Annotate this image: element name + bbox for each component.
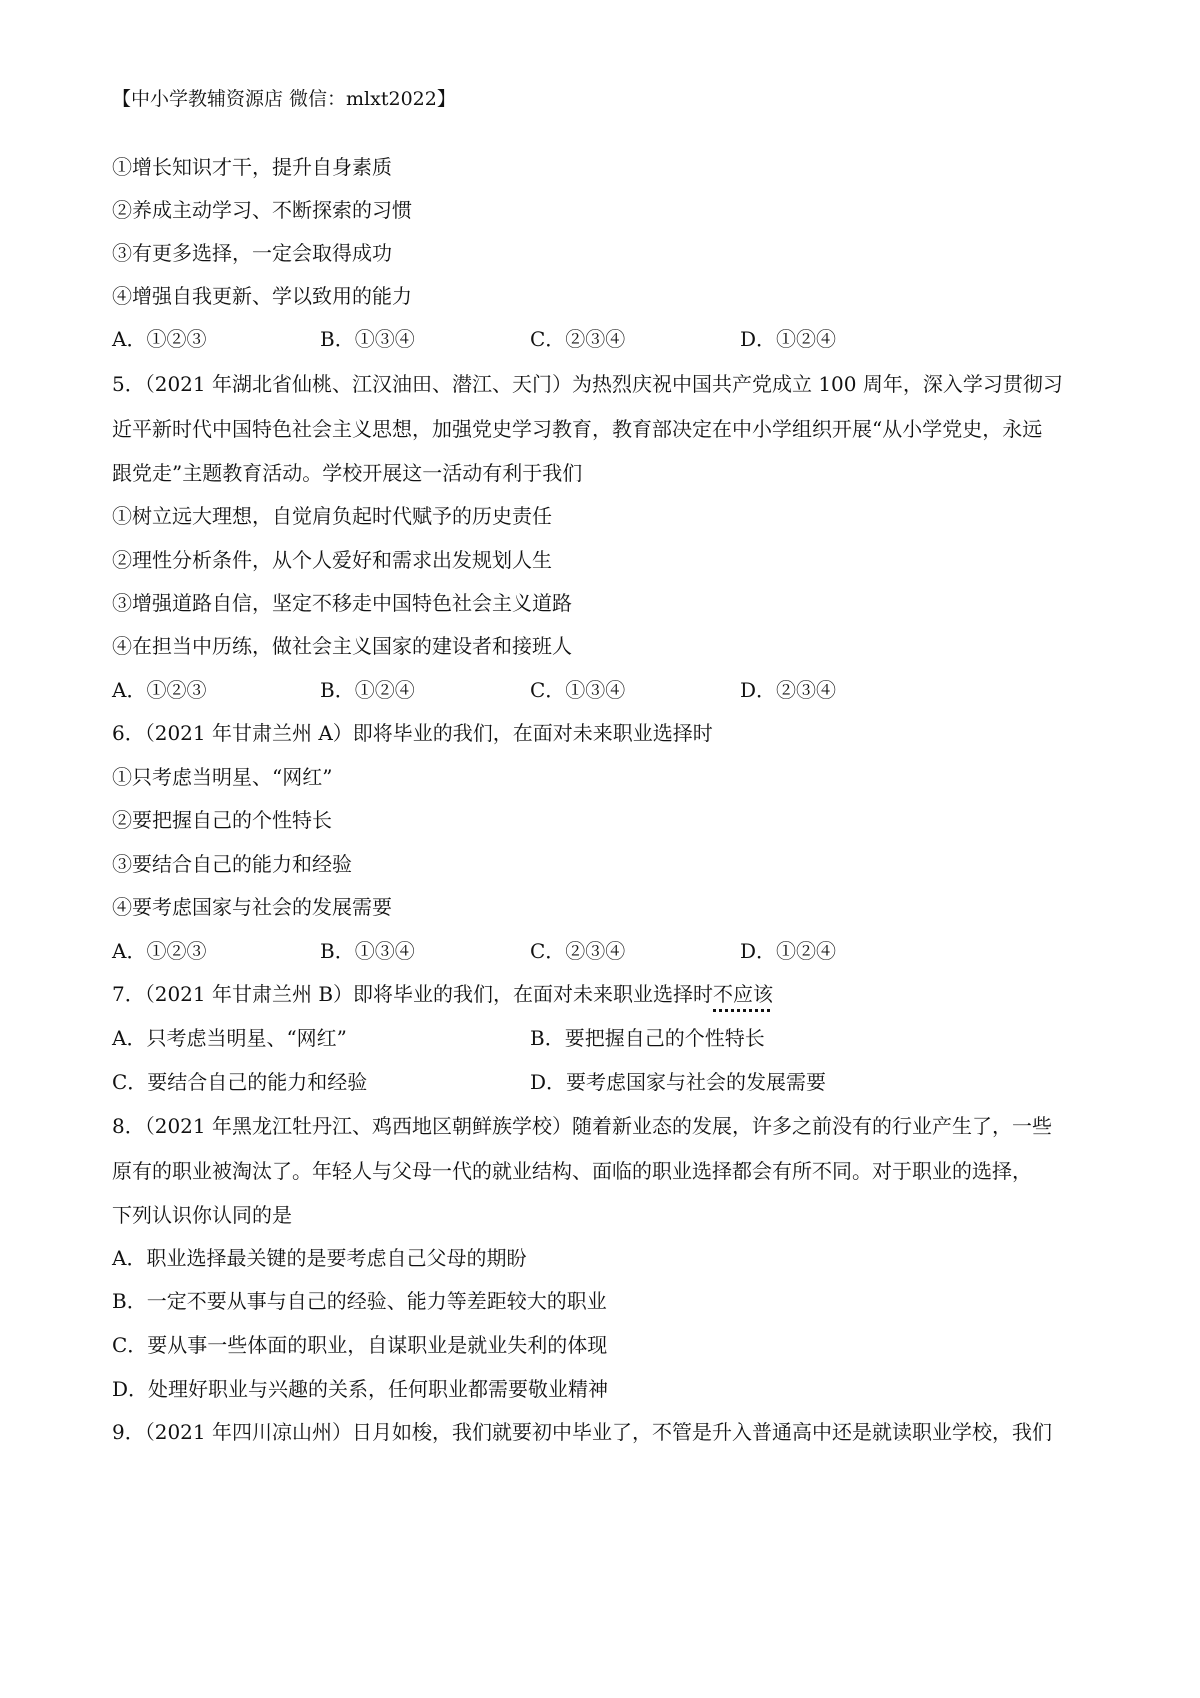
q6-option-d: D．①②④ xyxy=(740,939,837,963)
q4-item-1: ①增长知识才干，提升自身素质 xyxy=(112,155,392,179)
q4-item-3: ③有更多选择，一定会取得成功 xyxy=(112,241,392,265)
q5-stem-line-2: 近平新时代中国特色社会主义思想，加强党史学习教育，教育部决定在中小学组织开展“从小学党史，永远 xyxy=(112,417,1043,441)
q8-option-a: A．职业选择最关键的是要考虑自己父母的期盼 xyxy=(112,1246,527,1270)
q5-item-4: ④在担当中历练，做社会主义国家的建设者和接班人 xyxy=(112,634,572,658)
q5-item-2: ②理性分析条件，从个人爱好和需求出发规划人生 xyxy=(112,548,552,572)
q8-stem-line-2: 原有的职业被淘汰了。年轻人与父母一代的就业结构、面临的职业选择都会有所不同。对于职业的选择， xyxy=(112,1159,1032,1183)
q7-option-b: B．要把握自己的个性特长 xyxy=(530,1026,765,1050)
q8-option-d: D．处理好职业与兴趣的关系，任何职业都需要敬业精神 xyxy=(112,1377,609,1401)
q5-stem-line-3: 跟党走”主题教育活动。学校开展这一活动有利于我们 xyxy=(112,461,583,485)
q8-option-c: C．要从事一些体面的职业，自谋职业是就业失利的体现 xyxy=(112,1333,608,1357)
q4-item-4: ④增强自我更新、学以致用的能力 xyxy=(112,284,412,308)
q6-item-4: ④要考虑国家与社会的发展需要 xyxy=(112,895,392,919)
q6-item-1: ①只考虑当明星、“网红” xyxy=(112,765,333,789)
q7-option-d: D．要考虑国家与社会的发展需要 xyxy=(530,1070,827,1094)
q5-option-c: C．①③④ xyxy=(530,678,626,702)
q4-item-2: ②养成主动学习、不断探索的习惯 xyxy=(112,198,412,222)
source-header: 【中小学教辅资源店 微信：mlxt2022】 xyxy=(112,88,456,110)
q7-stem: 7．（2021 年甘肃兰州 B）即将毕业的我们，在面对未来职业选择时 xyxy=(112,982,714,1006)
q7-option-c: C．要结合自己的能力和经验 xyxy=(112,1070,368,1094)
q6-item-2: ②要把握自己的个性特长 xyxy=(112,808,332,832)
q8-stem-line-1: 8．（2021 年黑龙江牡丹江、鸡西地区朝鲜族学校）随着新业态的发展，许多之前没有的行业产生了，一些 xyxy=(112,1114,1052,1138)
q4-option-a: A．①②③ xyxy=(112,327,207,351)
q9-stem: 9．（2021 年四川凉山州）日月如梭，我们就要初中毕业了，不管是升入普通高中还是就读职业学校，我们 xyxy=(112,1420,1052,1444)
q4-option-b: B．①③④ xyxy=(320,327,415,351)
q5-option-a: A．①②③ xyxy=(112,678,207,702)
q7-emphasis-text: 不应该 xyxy=(713,982,774,1006)
q6-option-a: A．①②③ xyxy=(112,939,207,963)
q6-item-3: ③要结合自己的能力和经验 xyxy=(112,852,352,876)
q6-option-c: C．②③④ xyxy=(530,939,626,963)
q4-option-d: D．①②④ xyxy=(740,327,837,351)
q5-item-3: ③增强道路自信，坚定不移走中国特色社会主义道路 xyxy=(112,591,572,615)
q5-option-d: D．②③④ xyxy=(740,678,837,702)
q4-option-c: C．②③④ xyxy=(530,327,626,351)
q7-stem-line xyxy=(112,980,773,1008)
q5-stem-line-1: 5．（2021 年湖北省仙桃、江汉油田、潜江、天门）为热烈庆祝中国共产党成立 100 周年，深入学习贯彻习 xyxy=(112,372,1063,396)
q5-option-b: B．①②④ xyxy=(320,678,415,702)
q7-option-a: A．只考虑当明星、“网红” xyxy=(112,1026,347,1050)
q6-stem: 6．（2021 年甘肃兰州 A）即将毕业的我们，在面对未来职业选择时 xyxy=(112,721,713,745)
q8-option-b: B．一定不要从事与自己的经验、能力等差距较大的职业 xyxy=(112,1289,607,1313)
q8-stem-line-3: 下列认识你认同的是 xyxy=(112,1203,292,1227)
q5-item-1: ①树立远大理想，自觉肩负起时代赋予的历史责任 xyxy=(112,504,552,528)
q6-option-b: B．①③④ xyxy=(320,939,415,963)
